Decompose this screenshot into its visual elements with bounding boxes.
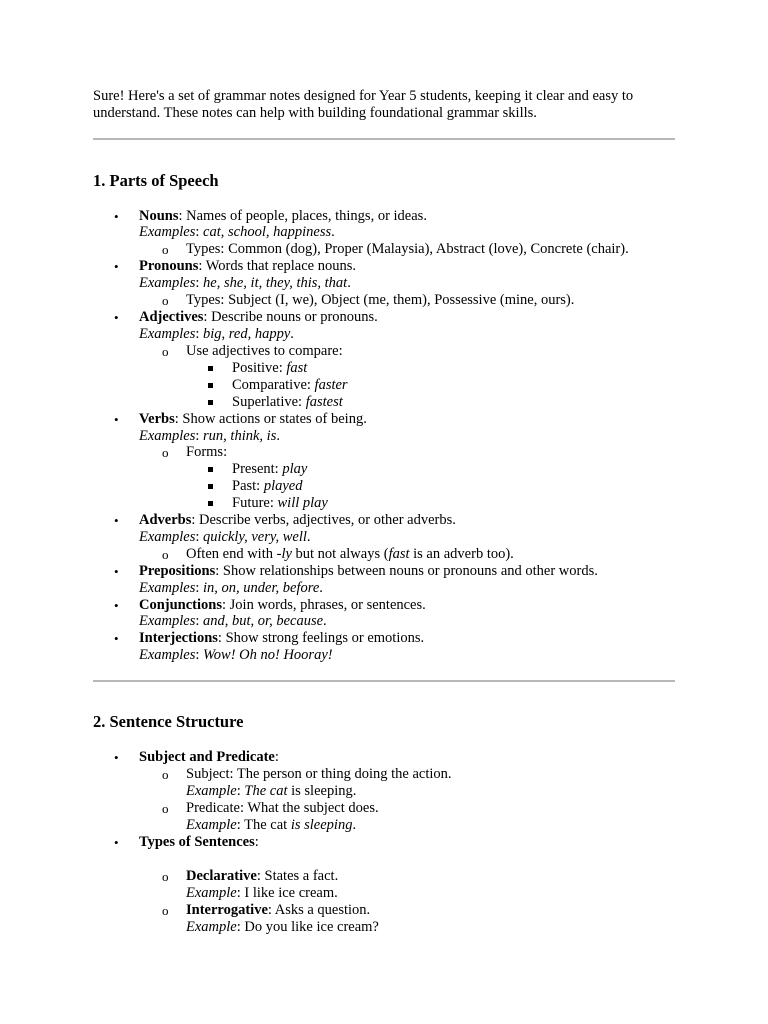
note-text: but not always (: [291, 546, 389, 562]
form-word: will play: [277, 495, 328, 511]
declarative-example: [186, 885, 338, 902]
section-heading-parts-of-speech: 1. Parts of Speech: [93, 171, 219, 190]
examples-label: Examples: [139, 275, 196, 291]
interrogative-desc: : Asks a question.: [267, 902, 371, 918]
adjective-form-superlative: [232, 394, 343, 411]
examples-end: .: [323, 613, 327, 629]
form-word: played: [263, 478, 303, 494]
example-predicate: is sleeping: [290, 817, 353, 833]
bullet-disc: •: [114, 310, 119, 325]
examples-end: .: [290, 326, 294, 342]
form-word: play: [282, 461, 308, 477]
verb-form-past: [232, 478, 302, 495]
conjunctions-desc: : Join words, phrases, or sentences.: [222, 597, 426, 613]
adverbs-term: Adverbs: [139, 512, 192, 528]
verb-form-present: [232, 461, 307, 478]
prepositions-desc: : Show relationships between nouns or pronouns and other words.: [215, 563, 598, 579]
examples-label: Examples: [139, 224, 196, 240]
examples-items: big, red, happy: [203, 326, 291, 342]
bullet-disc: •: [114, 513, 119, 528]
examples-label: Examples: [139, 647, 196, 663]
example-text: : I like ice cream.: [236, 885, 338, 901]
colon: :: [274, 749, 279, 765]
nouns-examples: [139, 224, 335, 241]
adjective-form-comparative: [232, 377, 348, 394]
nouns-item: [139, 208, 427, 225]
declarative-item: [186, 868, 338, 885]
examples-end: .: [347, 275, 351, 291]
conjunctions-examples: [139, 613, 327, 630]
intro-line-2: understand. These notes can help with building foundational grammar skills.: [93, 105, 537, 121]
form-label: Future:: [232, 495, 278, 511]
examples-sep: :: [195, 580, 204, 596]
adjectives-desc: : Describe nouns or pronouns.: [203, 309, 378, 325]
form-word: faster: [314, 377, 348, 393]
examples-items: he, she, it, they, this, that: [203, 275, 348, 291]
section-heading-sentence-structure: 2. Sentence Structure: [93, 712, 244, 731]
adverbs-examples: [139, 529, 311, 546]
bullet-square: [208, 400, 213, 405]
pronouns-desc: : Words that replace nouns.: [198, 258, 356, 274]
prepositions-examples: [139, 580, 323, 597]
subject-definition: Subject: The person or thing doing the action.: [186, 766, 452, 782]
adjective-form-positive: [232, 360, 307, 377]
example-sep: :: [236, 783, 245, 799]
examples-items: in, on, under, before: [203, 580, 320, 596]
bullet-disc: •: [114, 835, 119, 850]
bullet-circle: o: [162, 767, 169, 782]
pronouns-item: [139, 258, 356, 275]
examples-label: Examples: [139, 529, 196, 545]
examples-label: Examples: [139, 613, 196, 629]
verbs-term: Verbs: [139, 411, 175, 427]
examples-sep: :: [195, 326, 204, 342]
bullet-disc: •: [114, 598, 119, 613]
examples-label: Examples: [139, 326, 196, 342]
bullet-disc: •: [114, 631, 119, 646]
interrogative-example: [186, 919, 379, 936]
verbs-examples: [139, 428, 280, 445]
horizontal-rule: [93, 138, 675, 140]
form-label: Comparative:: [232, 377, 315, 393]
adverbs-item: [139, 512, 456, 529]
note-text: Often end with -: [186, 546, 282, 562]
bullet-square: [208, 467, 213, 472]
form-label: Past:: [232, 478, 264, 494]
bullet-circle: o: [162, 293, 169, 308]
bullet-circle: o: [162, 547, 169, 562]
subject-example: [186, 783, 356, 800]
bullet-circle: o: [162, 869, 169, 884]
nouns-types: Types: Common (dog), Proper (Malaysia), Abstract (love), Concrete (chair).: [186, 241, 629, 257]
types-of-sentences-term: Types of Sentences: [139, 834, 255, 850]
colon: :: [254, 834, 259, 850]
adjectives-compare: Use adjectives to compare:: [186, 343, 343, 359]
types-of-sentences-item: [139, 834, 259, 851]
subject-predicate-item: [139, 749, 279, 766]
examples-label: Examples: [139, 580, 196, 596]
example-label: Example: [186, 885, 237, 901]
interrogative-item: [186, 902, 370, 919]
prepositions-term: Prepositions: [139, 563, 216, 579]
bullet-disc: •: [114, 259, 119, 274]
examples-sep: :: [195, 613, 204, 629]
subject-predicate-term: Subject and Predicate: [139, 749, 275, 765]
bullet-square: [208, 383, 213, 388]
examples-items: cat, school, happiness: [203, 224, 332, 240]
examples-end: .: [276, 428, 280, 444]
interjections-desc: : Show strong feelings or emotions.: [217, 630, 425, 646]
interjections-item: [139, 630, 424, 647]
bullet-circle: o: [162, 242, 169, 257]
examples-items: Wow! Oh no! Hooray!: [203, 647, 333, 663]
form-word: fastest: [305, 394, 343, 410]
predicate-example: [186, 817, 356, 834]
bullet-disc: •: [114, 750, 119, 765]
examples-items: quickly, very, well: [203, 529, 307, 545]
example-end: .: [352, 817, 357, 833]
form-label: Superlative:: [232, 394, 306, 410]
interjections-examples: [139, 647, 333, 664]
declarative-term: Declarative: [186, 868, 257, 884]
pronouns-types: Types: Subject (I, we), Object (me, them), Possessive (mine, ours).: [186, 292, 575, 308]
examples-label: Examples: [139, 428, 196, 444]
intro-line-1: Sure! Here's a set of grammar notes designed for Year 5 students, keeping it clear and easy to: [93, 88, 634, 104]
horizontal-rule: [93, 680, 675, 682]
verb-form-future: [232, 495, 328, 512]
examples-sep: :: [195, 529, 204, 545]
examples-end: .: [306, 529, 311, 545]
examples-items: run, think, is: [203, 428, 277, 444]
bullet-circle: o: [162, 344, 169, 359]
note-text: is an adverb too).: [409, 546, 514, 562]
examples-items: and, but, or, because: [203, 613, 324, 629]
adverbs-desc: : Describe verbs, adjectives, or other adverbs.: [191, 512, 456, 528]
bullet-disc: •: [114, 209, 119, 224]
nouns-term: Nouns: [139, 208, 179, 224]
bullet-circle: o: [162, 445, 169, 460]
verbs-forms-label: Forms:: [186, 444, 228, 460]
verbs-desc: : Show actions or states of being.: [174, 411, 367, 427]
pronouns-term: Pronouns: [139, 258, 199, 274]
example-label: Example: [186, 783, 237, 799]
verbs-item: [139, 411, 367, 428]
note-word: fast: [388, 546, 410, 562]
example-rest: is sleeping.: [287, 783, 357, 799]
adjectives-item: [139, 309, 378, 326]
interjections-term: Interjections: [139, 630, 218, 646]
examples-sep: :: [195, 428, 204, 444]
conjunctions-term: Conjunctions: [139, 597, 222, 613]
bullet-disc: •: [114, 412, 119, 427]
adverbs-note: [186, 546, 514, 563]
examples-sep: :: [195, 224, 204, 240]
nouns-desc: : Names of people, places, things, or ideas.: [178, 208, 427, 224]
bullet-square: [208, 501, 213, 506]
example-subject: The cat: [244, 783, 288, 799]
pronouns-examples: [139, 275, 351, 292]
adjectives-examples: [139, 326, 294, 343]
bullet-circle: o: [162, 903, 169, 918]
form-label: Positive:: [232, 360, 287, 376]
example-text: : Do you like ice cream?: [236, 919, 379, 935]
bullet-square: [208, 484, 213, 489]
note-suffix: ly: [281, 546, 292, 562]
examples-end: .: [331, 224, 335, 240]
example-label: Example: [186, 817, 237, 833]
adjectives-term: Adjectives: [139, 309, 204, 325]
examples-sep: :: [195, 647, 204, 663]
bullet-square: [208, 366, 213, 371]
prepositions-item: [139, 563, 598, 580]
form-label: Present:: [232, 461, 283, 477]
example-sep: : The cat: [236, 817, 291, 833]
form-word: fast: [286, 360, 308, 376]
declarative-desc: : States a fact.: [256, 868, 339, 884]
example-label: Example: [186, 919, 237, 935]
conjunctions-item: [139, 597, 426, 614]
examples-end: .: [319, 580, 323, 596]
bullet-circle: o: [162, 801, 169, 816]
predicate-definition: Predicate: What the subject does.: [186, 800, 379, 816]
bullet-disc: •: [114, 564, 119, 579]
examples-sep: :: [195, 275, 204, 291]
interrogative-term: Interrogative: [186, 902, 268, 918]
